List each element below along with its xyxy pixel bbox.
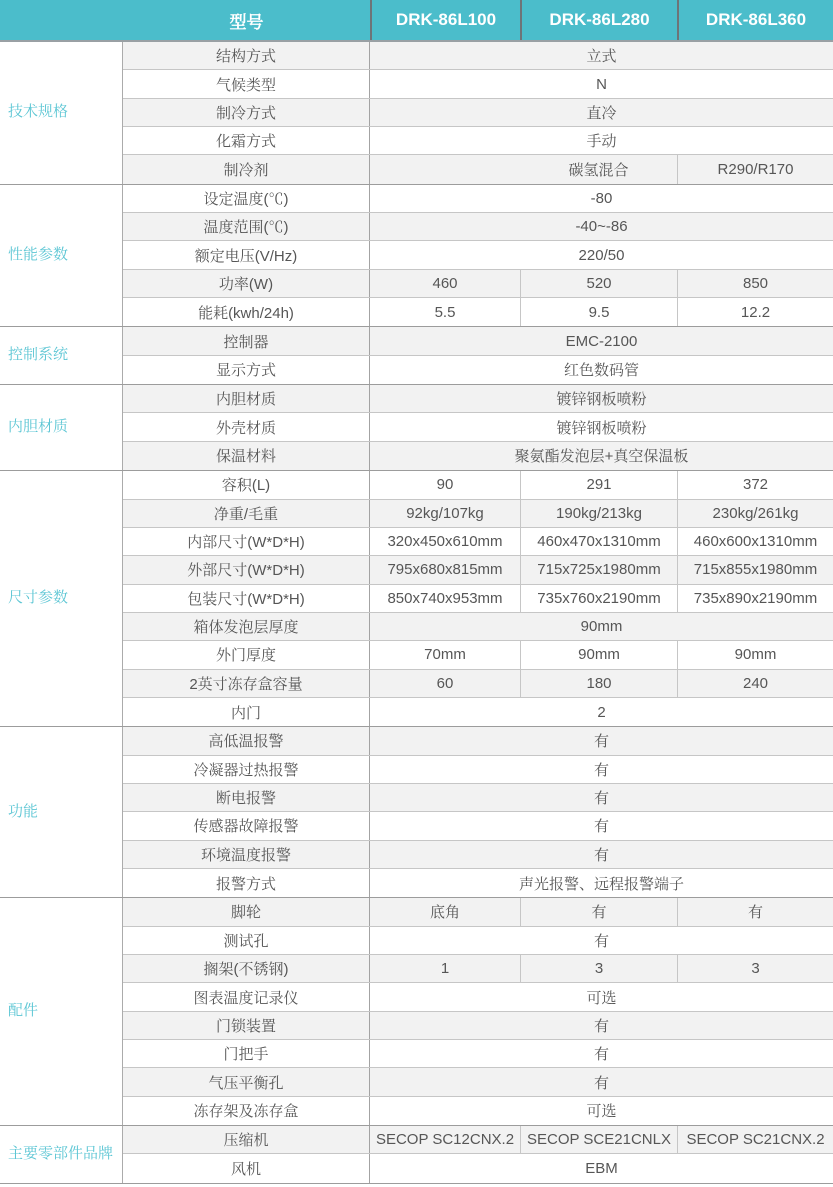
value-cell: 90mm <box>580 618 623 636</box>
value-cells <box>370 185 833 212</box>
category-label: 尺寸参数 <box>0 471 123 726</box>
value-cell: 聚氨酯发泡层+真空保温板 <box>514 448 689 466</box>
section <box>0 898 833 1126</box>
param-label: 设定温度(℃) <box>123 185 370 212</box>
value-cell: 180 <box>520 670 677 697</box>
param-label: 温度范围(℃) <box>123 213 370 240</box>
value-cell: 70mm <box>424 646 466 664</box>
table-row <box>123 70 833 98</box>
param-label: 门把手 <box>123 1040 370 1067</box>
table-row <box>123 613 833 641</box>
value-cells <box>370 356 833 384</box>
value-cells <box>370 670 833 697</box>
table-row <box>123 670 833 698</box>
value-cell: 291 <box>520 471 677 498</box>
value-cell: 190kg/213kg <box>520 500 677 527</box>
header-corner-spacer <box>0 0 123 40</box>
table-row <box>123 185 833 213</box>
value-cells <box>370 385 833 412</box>
value-cells <box>370 927 833 954</box>
category-label: 控制系统 <box>0 327 123 384</box>
value-cells <box>370 812 833 839</box>
section-rows <box>123 1126 833 1183</box>
param-label: 搁架(不锈钢) <box>123 955 370 982</box>
value-cell: 有 <box>593 846 609 864</box>
table-row <box>123 983 833 1011</box>
param-label: 环境温度报警 <box>123 841 370 868</box>
value-cell: 715x725x1980mm <box>520 556 677 583</box>
table-row <box>123 927 833 955</box>
value-cell: 立式 <box>586 48 617 66</box>
table-row <box>123 528 833 556</box>
param-label: 内门 <box>123 698 370 726</box>
value-cell: 有 <box>677 898 833 925</box>
value-cells <box>370 585 833 612</box>
table-row <box>123 812 833 840</box>
param-label: 外门厚度 <box>123 641 370 668</box>
section-rows <box>123 471 833 726</box>
section <box>0 1126 833 1184</box>
value-cell: -40~-86 <box>575 218 628 236</box>
value-cell: 460x470x1310mm <box>520 528 677 555</box>
param-label: 图表温度记录仪 <box>123 983 370 1010</box>
value-cells <box>370 99 833 126</box>
value-cells <box>370 1068 833 1095</box>
value-cell: EMC-2100 <box>565 332 638 350</box>
value-cells <box>370 784 833 811</box>
table-row <box>123 327 833 355</box>
table-row <box>123 784 833 812</box>
param-label: 保温材料 <box>123 442 370 470</box>
value-cells <box>370 698 833 726</box>
param-label: 外部尺寸(W*D*H) <box>123 556 370 583</box>
value-cell: 460x600x1310mm <box>677 528 833 555</box>
value-cell-merged <box>370 155 677 183</box>
table-row <box>123 471 833 499</box>
value-cells <box>370 955 833 982</box>
value-cell: N <box>596 75 607 93</box>
category-label: 配件 <box>0 898 123 1125</box>
header-model-drk-86l280: DRK-86L280 <box>520 0 677 40</box>
value-cells <box>370 1126 833 1153</box>
param-label: 容积(L) <box>123 471 370 498</box>
param-label: 功率(W) <box>123 270 370 297</box>
value-cells <box>370 613 833 640</box>
param-label: 2英寸冻存盒容量 <box>123 670 370 697</box>
value-cell: 有 <box>593 932 609 950</box>
value-cell: 有 <box>520 898 677 925</box>
param-label: 风机 <box>123 1154 370 1182</box>
section-rows <box>123 727 833 897</box>
param-label: 冻存架及冻存盒 <box>123 1097 370 1125</box>
table-row <box>123 698 833 726</box>
section <box>0 385 833 471</box>
header-model-drk-86l100: DRK-86L100 <box>370 0 520 40</box>
value-cell: 2 <box>597 703 606 721</box>
param-label: 气压平衡孔 <box>123 1068 370 1095</box>
value-cell: 有 <box>593 818 609 836</box>
value-cell: 3 <box>677 955 833 982</box>
value-cell: 可选 <box>586 1103 617 1121</box>
section-rows <box>123 327 833 384</box>
param-label: 净重/毛重 <box>123 500 370 527</box>
value-cells <box>370 241 833 268</box>
value-cells <box>370 70 833 97</box>
value-cell: SECOP SCE21CNLX <box>520 1126 677 1153</box>
table-row <box>123 42 833 70</box>
section-rows <box>123 42 833 184</box>
table-row <box>123 213 833 241</box>
value-cells <box>370 641 833 668</box>
value-cell: 372 <box>677 471 833 498</box>
param-label: 报警方式 <box>123 869 370 897</box>
param-label: 压缩机 <box>123 1126 370 1153</box>
value-cells <box>370 270 833 297</box>
value-cell: 可选 <box>586 989 617 1007</box>
value-cell: 735x760x2190mm <box>520 585 677 612</box>
param-label: 额定电压(V/Hz) <box>123 241 370 268</box>
value-cell: 1 <box>440 960 450 978</box>
param-label: 门锁装置 <box>123 1012 370 1039</box>
param-label: 断电报警 <box>123 784 370 811</box>
table-row <box>123 955 833 983</box>
value-cells <box>370 213 833 240</box>
param-label: 冷凝器过热报警 <box>123 756 370 783</box>
table-row <box>123 241 833 269</box>
table-row <box>123 869 833 897</box>
value-cell: 手动 <box>586 133 617 151</box>
value-cell: 直冷 <box>586 104 617 122</box>
param-label: 能耗(kwh/24h) <box>123 298 370 326</box>
value-cells <box>370 327 833 354</box>
table-row <box>123 356 833 384</box>
value-cell: 有 <box>593 1017 609 1035</box>
value-cells <box>370 727 833 754</box>
value-cells <box>370 1154 833 1182</box>
table-row <box>123 1012 833 1040</box>
value-cell: 850x740x953mm <box>387 589 503 607</box>
table-row <box>123 727 833 755</box>
header-model-label: 型号 <box>229 12 264 32</box>
table-row <box>123 1097 833 1125</box>
value-cells <box>370 983 833 1010</box>
category-label: 性能参数 <box>0 185 123 327</box>
table-row <box>123 898 833 926</box>
value-cell: 92kg/107kg <box>406 504 484 522</box>
table-row <box>123 641 833 669</box>
table-row <box>123 1126 833 1154</box>
section-rows <box>123 898 833 1125</box>
value-cell: 5.5 <box>434 303 456 321</box>
param-label: 化霜方式 <box>123 127 370 154</box>
value-cell: 有 <box>593 1074 609 1092</box>
category-label: 功能 <box>0 727 123 897</box>
value-cells <box>370 127 833 154</box>
value-cell: 715x855x1980mm <box>677 556 833 583</box>
param-label: 传感器故障报警 <box>123 812 370 839</box>
param-label: 结构方式 <box>123 42 370 69</box>
section <box>0 185 833 328</box>
value-cell: 12.2 <box>677 298 833 326</box>
table-row <box>123 442 833 470</box>
value-cell: 镀锌钢板喷粉 <box>556 419 647 437</box>
table-row <box>123 1068 833 1096</box>
section <box>0 327 833 385</box>
param-label: 显示方式 <box>123 356 370 384</box>
value-cell: 230kg/261kg <box>677 500 833 527</box>
table-row <box>123 298 833 326</box>
value-cell: 795x680x815mm <box>387 561 503 579</box>
value-cell: R290/R170 <box>677 155 833 183</box>
table-row <box>123 1154 833 1182</box>
param-label: 高低温报警 <box>123 727 370 754</box>
table-row <box>123 385 833 413</box>
value-cell: 声光报警、远程报警端子 <box>518 875 684 893</box>
value-cell: 90 <box>436 476 454 494</box>
value-cells <box>370 298 833 326</box>
value-cell: 有 <box>593 761 609 779</box>
value-cells <box>370 413 833 440</box>
value-cell: 有 <box>593 733 609 751</box>
table-row <box>123 841 833 869</box>
value-cell: 3 <box>520 955 677 982</box>
value-cells <box>370 1040 833 1067</box>
value-cells <box>370 155 833 183</box>
table-row <box>123 1040 833 1068</box>
value-cell: 有 <box>593 1046 609 1064</box>
section <box>0 727 833 898</box>
value-cell: SECOP SC12CNX.2 <box>375 1131 515 1149</box>
value-cell: 735x890x2190mm <box>677 585 833 612</box>
value-cell: 460 <box>432 274 458 292</box>
section <box>0 471 833 727</box>
table-row <box>123 500 833 528</box>
value-cell: 220/50 <box>578 246 625 264</box>
value-cells <box>370 869 833 897</box>
value-cells <box>370 442 833 470</box>
table-body <box>0 42 833 1184</box>
param-label: 气候类型 <box>123 70 370 97</box>
param-label: 测试孔 <box>123 927 370 954</box>
param-label: 内胆材质 <box>123 385 370 412</box>
value-cells <box>370 1012 833 1039</box>
value-cells <box>370 1097 833 1125</box>
value-cells <box>370 756 833 783</box>
value-cell: 520 <box>520 270 677 297</box>
value-cell: 240 <box>677 670 833 697</box>
value-cell: 850 <box>677 270 833 297</box>
param-label: 内部尺寸(W*D*H) <box>123 528 370 555</box>
category-label: 主要零部件品牌 <box>0 1126 123 1183</box>
value-cell: 碳氢混合 <box>568 162 629 180</box>
table-row <box>123 556 833 584</box>
table-row <box>123 155 833 183</box>
category-label: 内胆材质 <box>0 385 123 470</box>
value-cell: 320x450x610mm <box>387 533 503 551</box>
param-label: 制冷剂 <box>123 155 370 183</box>
value-cell: -80 <box>590 189 613 207</box>
value-cells <box>370 500 833 527</box>
value-cell: 镀锌钢板喷粉 <box>556 391 647 409</box>
header-model-drk-86l360: DRK-86L360 <box>677 0 833 40</box>
value-cell: 90mm <box>520 641 677 668</box>
section-rows <box>123 385 833 470</box>
value-cells <box>370 528 833 555</box>
value-cell: 红色数码管 <box>563 362 639 380</box>
value-cells <box>370 471 833 498</box>
table-row <box>123 756 833 784</box>
table-row <box>123 270 833 298</box>
param-label: 控制器 <box>123 327 370 354</box>
param-label: 外壳材质 <box>123 413 370 440</box>
table-row <box>123 127 833 155</box>
value-cell: 底角 <box>429 904 460 922</box>
param-label: 箱体发泡层厚度 <box>123 613 370 640</box>
table-row <box>123 413 833 441</box>
section-rows <box>123 185 833 327</box>
section <box>0 42 833 185</box>
value-cell: 有 <box>593 790 609 808</box>
param-label: 脚轮 <box>123 898 370 925</box>
value-cell: 90mm <box>677 641 833 668</box>
category-label: 技术规格 <box>0 42 123 184</box>
value-cell: 9.5 <box>520 298 677 326</box>
value-cells <box>370 42 833 69</box>
table-header <box>0 0 833 42</box>
value-cell: EBM <box>585 1160 618 1178</box>
value-cells <box>370 841 833 868</box>
value-cells <box>370 556 833 583</box>
value-cell: 60 <box>436 674 454 692</box>
param-label: 制冷方式 <box>123 99 370 126</box>
value-cell: SECOP SC21CNX.2 <box>677 1126 833 1153</box>
value-cells <box>370 898 833 925</box>
table-row <box>123 99 833 127</box>
table-row <box>123 585 833 613</box>
param-label: 包装尺寸(W*D*H) <box>123 585 370 612</box>
